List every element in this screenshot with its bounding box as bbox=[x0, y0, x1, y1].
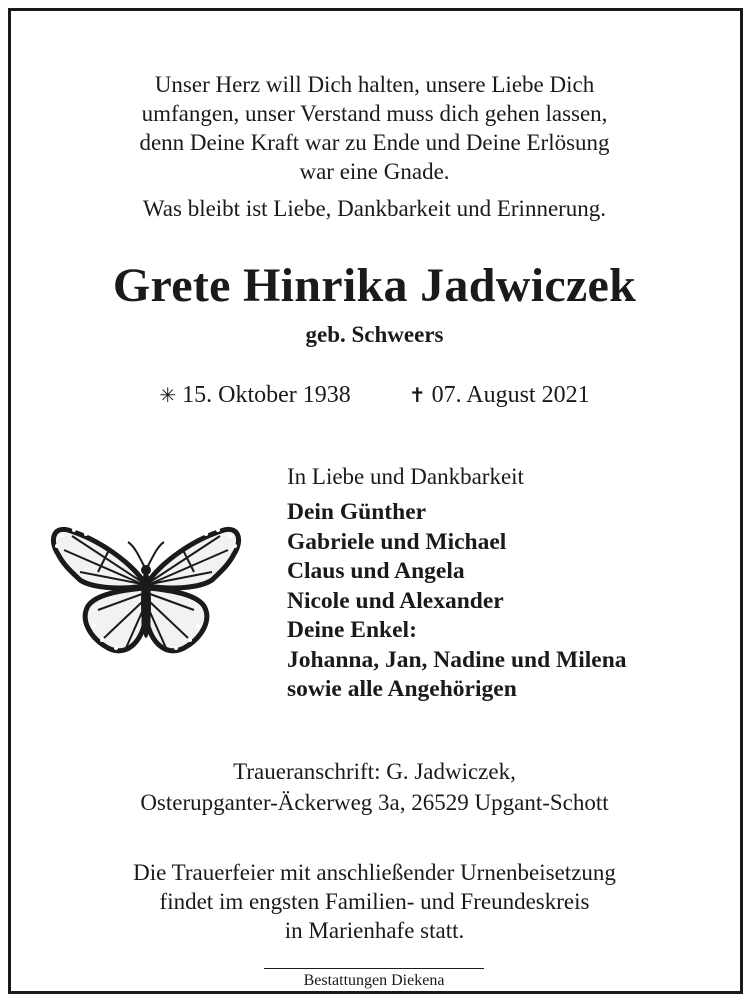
service-line: findet im engsten Familien- und Freundeskreis bbox=[159, 889, 590, 914]
maiden-name: geb. Schweers bbox=[305, 322, 444, 347]
mourner-name: Claus und Angela bbox=[287, 558, 465, 584]
address-line: Osterupganter-Äckerweg 3a, 26529 Upgant-Schott bbox=[140, 790, 609, 815]
life-dates bbox=[0, 382, 749, 409]
mourning-address bbox=[0, 756, 749, 818]
mourner-name: Johanna, Jan, Nadine und Milena bbox=[287, 646, 627, 673]
mourner-name: Gabriele und Michael bbox=[287, 528, 507, 555]
mourner-name: Dein Günther bbox=[287, 499, 427, 525]
undertaker-credit: Bestattungen Diekena bbox=[264, 968, 484, 990]
death-cross-icon: ✝ bbox=[408, 383, 426, 407]
memorial-poem bbox=[0, 70, 749, 223]
death-date: 07. August 2021 bbox=[431, 382, 590, 408]
poem-closing: Was bleibt ist Liebe, Dankbarkeit und Erinnerung. bbox=[142, 196, 607, 221]
poem-line: umfangen, unser Verstand muss dich gehen lassen, bbox=[141, 101, 608, 126]
service-line: Die Trauerfeier mit anschließender Urnenbeisetzung bbox=[133, 860, 616, 885]
service-info bbox=[0, 858, 749, 945]
poem-line: denn Deine Kraft war zu Ende und Deine Erlösung bbox=[139, 130, 610, 155]
mourner-name: Deine Enkel: bbox=[287, 617, 417, 643]
mourners-intro: In Liebe und Dankbarkeit bbox=[287, 464, 524, 489]
deceased-name: Grete Hinrika Jadwiczek bbox=[112, 259, 637, 312]
mourners-block bbox=[287, 462, 627, 705]
birth-star-icon: ✳ bbox=[159, 383, 177, 407]
mourner-name: Nicole und Alexander bbox=[287, 587, 504, 614]
service-line: in Marienhafe statt. bbox=[284, 918, 465, 943]
birth-date: 15. Oktober 1938 bbox=[182, 382, 351, 408]
butterfly-icon bbox=[50, 522, 242, 658]
poem-line: Unser Herz will Dich halten, unsere Liebe Dich bbox=[154, 72, 595, 97]
poem-line: war eine Gnade. bbox=[299, 159, 450, 184]
address-line: Traueranschrift: G. Jadwiczek, bbox=[233, 759, 516, 784]
mourner-name: sowie alle Angehörigen bbox=[287, 676, 517, 702]
